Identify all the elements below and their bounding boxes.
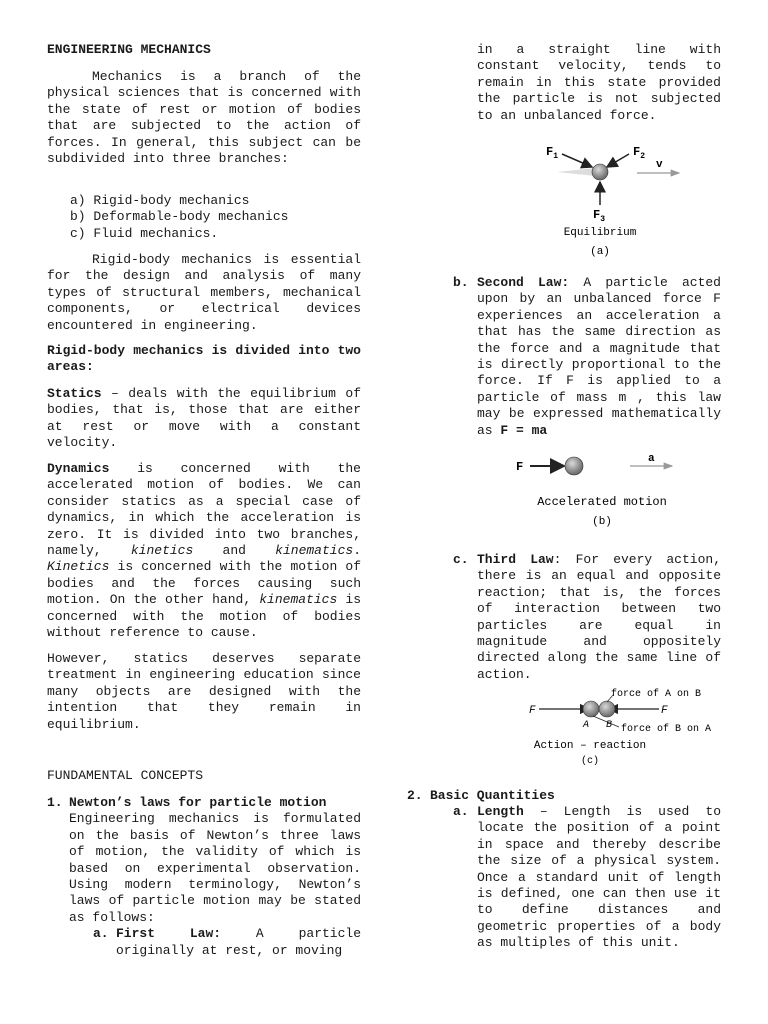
kinetics-term: Kinetics bbox=[47, 559, 110, 575]
third-law-body: : For every action, there is an equal and opposite reaction; that is, the forces of interaction between two particles are equal in magnitude and oppositely directed along the same line of action. bbox=[477, 552, 721, 682]
intro-paragraph: Mechanics is a branch of the physical sciences that is concerned with the state of rest or motion of bodies that are subjected to the action of forces. In general, this subject can be subdivided into three branches: bbox=[47, 69, 361, 167]
figure-tag: (c) bbox=[580, 756, 600, 767]
dynamics-paragraph bbox=[47, 461, 361, 641]
kinematics-term: kinematics bbox=[275, 543, 354, 559]
f1-label: $F_1$ bbox=[546, 145, 559, 161]
basic-quantities-item bbox=[407, 788, 721, 804]
second-law-body: A particle acted upon by an unbalanced force F experiences an acceleration a that has the same direction as the force and a magnitude that is directly proportional to the force. If F is applied to a particle of mass m , this law may be expressed mathematically as bbox=[477, 275, 721, 438]
list-item: b) Deformable-body mechanics bbox=[70, 209, 289, 225]
particle bbox=[565, 457, 583, 475]
dynamics-text: and bbox=[193, 543, 276, 559]
dynamics-term: Dynamics bbox=[47, 461, 110, 476]
first-law-body: A particle originally at rest, or moving bbox=[116, 926, 361, 958]
first-law-text bbox=[116, 926, 361, 959]
third-law-title: Third Law bbox=[477, 552, 554, 567]
third-law bbox=[453, 552, 721, 683]
action-reaction-figure bbox=[527, 685, 712, 767]
f-label: F bbox=[516, 460, 524, 474]
item-title: Basic Quantities bbox=[430, 788, 555, 803]
particle-a bbox=[583, 701, 599, 717]
figure-caption: Accelerated motion bbox=[537, 495, 667, 509]
force-a-on-b-label: force of A on B bbox=[611, 689, 702, 700]
first-law-title: First Law: bbox=[116, 926, 222, 942]
equilibrium-figure bbox=[537, 140, 687, 265]
force-arrow-f2 bbox=[607, 154, 629, 167]
document-title: ENGINEERING MECHANICS bbox=[47, 42, 211, 57]
b-label: B bbox=[606, 720, 613, 731]
first-law bbox=[93, 926, 361, 959]
length-body: – Length is used to locate the position of a point in space and thereby describe the size of a physical system. Once a standard unit of length is defined, one can then use it to define distances and geometric properties of a body as multiples of this unit. bbox=[477, 804, 721, 951]
statics-term: Statics bbox=[47, 386, 102, 401]
branch-list bbox=[70, 193, 288, 242]
kinetics-term: kinetics bbox=[130, 543, 194, 559]
motion-blur bbox=[557, 168, 595, 176]
second-law-title: Second Law: bbox=[477, 275, 570, 290]
accelerated-motion-figure bbox=[512, 450, 687, 530]
figure-tag: (b) bbox=[592, 516, 612, 528]
a-label: A bbox=[583, 720, 590, 731]
kinematics-term: kinematics bbox=[259, 592, 338, 608]
list-item: c) Fluid mechanics. bbox=[70, 225, 219, 241]
second-law-text bbox=[477, 275, 721, 439]
item-text: Engineering mechanics is formulated on the basis of Newton’s three laws of motion, the validity of which is based on experimental observation. Using modern terminology, Newton’s laws of particle motion may be stated as follows: bbox=[69, 811, 361, 925]
item-number: 1. bbox=[47, 795, 63, 810]
v-label: v bbox=[656, 159, 663, 171]
statics-text: – deals with the equilibrium of bodies, that is, those that are either at rest or move with a constant velocity. bbox=[47, 386, 361, 451]
item-number: a. bbox=[93, 926, 109, 942]
rigid-body-paragraph: Rigid-body mechanics is essential for the design and analysis of many types of structural members, mechanical components, or electrical devices encountered in engineering. bbox=[47, 252, 361, 333]
second-law bbox=[453, 275, 721, 439]
a-label: a bbox=[648, 453, 655, 465]
first-law-continued: in a straight line with constant velocity, tends to remain in this state provided the particle is not subjected to an unbalanced force. bbox=[477, 42, 721, 123]
however-paragraph: However, statics deserves separate treatment in engineering education since many objects are designed with the intention that they remain in equilibrium. bbox=[47, 651, 361, 732]
f2-label: $F_2$ bbox=[633, 145, 646, 161]
list-item: a) Rigid-body mechanics bbox=[70, 193, 250, 208]
dynamics-text: . bbox=[353, 543, 361, 559]
statics-paragraph bbox=[47, 386, 361, 452]
third-law-text bbox=[477, 552, 721, 683]
item-number: 2. bbox=[407, 788, 423, 803]
f-right-label: F bbox=[661, 705, 668, 717]
f3-label: $F_3$ bbox=[593, 208, 606, 224]
force-arrow-f1 bbox=[562, 154, 592, 167]
dynamics-text: is concerned with the motion of bodies without reference to cause. bbox=[47, 592, 361, 641]
item-number: a. bbox=[453, 804, 469, 819]
item-number: b. bbox=[453, 275, 469, 290]
force-b-on-a-label: force of B on A bbox=[621, 724, 712, 735]
particle bbox=[592, 164, 608, 180]
equation: F = ma bbox=[500, 422, 548, 438]
figure-caption: Equilibrium bbox=[563, 227, 637, 239]
areas-heading: Rigid-body mechanics is divided into two areas: bbox=[47, 343, 361, 375]
particle-b bbox=[599, 701, 615, 717]
length-text bbox=[477, 804, 721, 952]
dynamics-text: is concerned with the accelerated motion of bodies. We can consider statics as a special case of dynamics, in which the acceleration is zero. It is divided into two branches, namely, bbox=[47, 461, 361, 559]
item-number: c. bbox=[453, 552, 469, 567]
length-item bbox=[453, 804, 721, 952]
length-title: Length bbox=[477, 804, 524, 819]
figure-caption: Action – reaction bbox=[533, 740, 647, 752]
figure-tag: (a) bbox=[590, 246, 610, 258]
section-heading: FUNDAMENTAL CONCEPTS bbox=[47, 768, 204, 783]
f-left-label: F bbox=[529, 705, 536, 717]
newton-laws-item bbox=[47, 795, 361, 959]
dynamics-text: is concerned with the motion of bodies and the forces causing such motion. On the other hand, bbox=[47, 559, 361, 608]
item-title: Newton’s laws for particle motion bbox=[69, 795, 327, 810]
